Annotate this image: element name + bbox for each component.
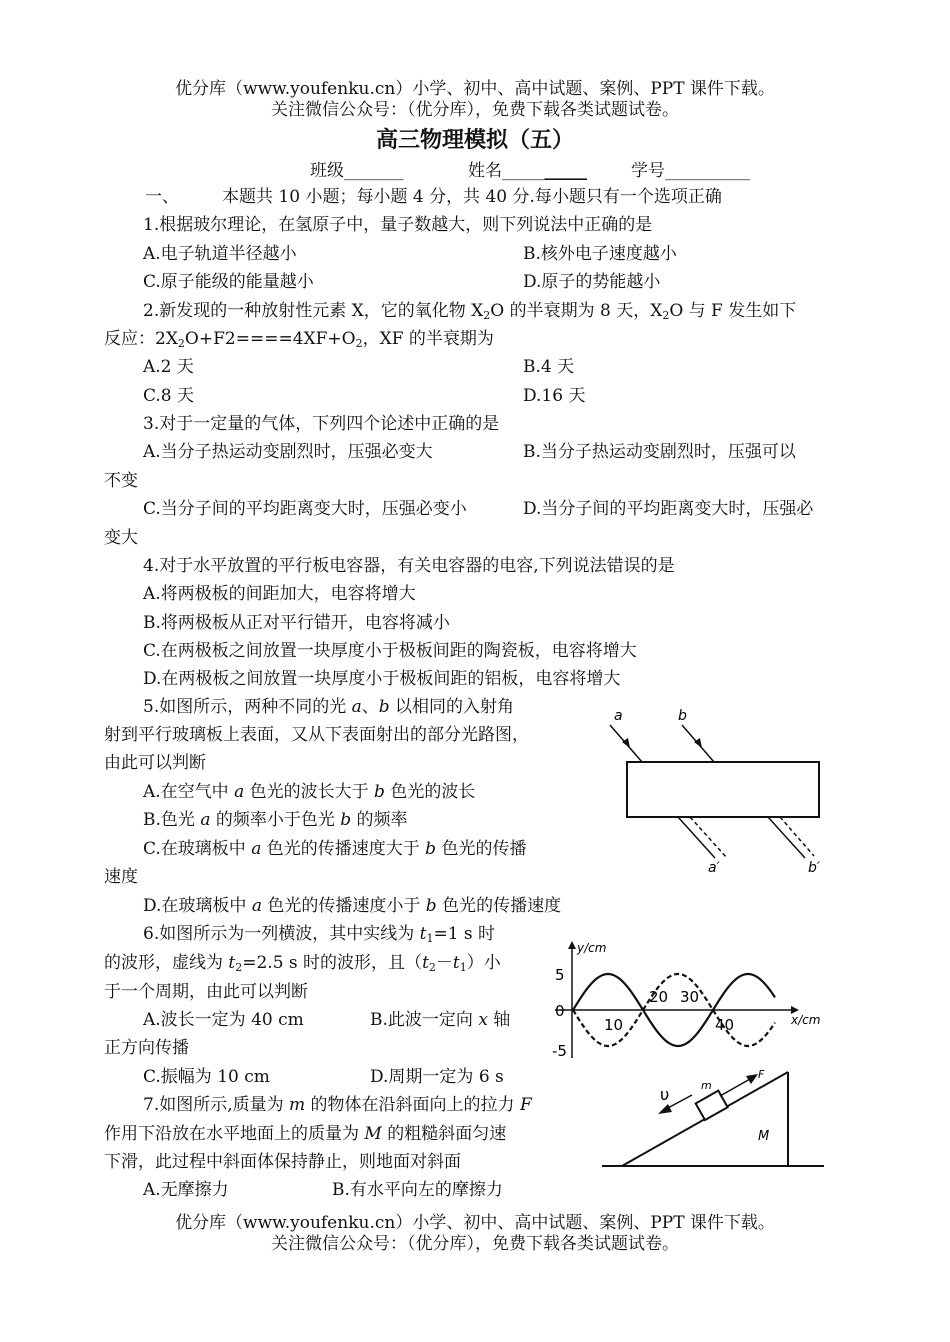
q6-wave-figure: [545, 938, 830, 1066]
q6-option-a: A.波长一定为 40 cm: [143, 1010, 304, 1030]
q5-option-c: C.在玻璃板中 a 色光的传播速度大于 b 色光的传播: [143, 839, 527, 859]
x-axis-label: x/cm: [791, 1013, 821, 1027]
q6-stem: 6.如图所示为一列横波，其中实线为 $t_1=1$ s 时: [143, 924, 496, 945]
tick-x-30: 30: [680, 988, 700, 1006]
q6-option-d: D.周期一定为 6 s: [370, 1067, 504, 1087]
q4-option-d: D.在两极板之间放置一块厚度小于极板间距的铝板，电容将增大: [143, 669, 621, 689]
header-line-2: 关注微信公众号：（优分库），免费下载各类试题试卷。: [271, 100, 679, 120]
label-f: F: [758, 1068, 765, 1081]
q4-option-a: A.将两极板的间距加大，电容将增大: [143, 584, 416, 604]
section-number: 一、: [145, 187, 179, 207]
q4-option-b: B.将两极板从正对平行错开，电容将减小: [143, 613, 450, 633]
tick-x-40: 40: [715, 1016, 735, 1034]
q5-option-c-cont: 速度: [104, 867, 138, 887]
label-v: υ: [660, 1085, 670, 1104]
velocity-arrowhead: [658, 1104, 672, 1114]
q7-incline-figure: [600, 1062, 828, 1174]
q1-option-b: B.核外电子速度越小: [523, 244, 677, 264]
q3-option-d-cont: 变大: [104, 528, 138, 548]
q7-stem-line-2: 作用下沿放在水平地面上的质量为 M 的粗糙斜面匀速: [104, 1124, 507, 1144]
velocity-arrow: [666, 1095, 692, 1109]
q6-stem-line-3: 于一个周期，由此可以判断: [104, 982, 308, 1002]
q5-option-d: D.在玻璃板中 a 色光的传播速度小于 b 色光的传播速度: [143, 896, 562, 916]
q7-stem-line-3: 下滑，此过程中斜面体保持静止，则地面对斜面: [104, 1152, 461, 1172]
q2-option-c: C.8 天: [143, 386, 195, 406]
class-field: 班级_______: [310, 161, 404, 181]
label-m: m: [701, 1079, 712, 1092]
ray-b-solid-out: [768, 817, 805, 858]
q3-option-a: A.当分子热运动变剧烈时，压强必变大: [143, 442, 433, 462]
q3-option-d: D.当分子间的平均距离变大时，压强必: [523, 499, 814, 519]
q2-stem: 2.新发现的一种放射性元素 X，它的氧化物 $X_2O$ 的半衰期为 8 天，$X_2O$ 与 F 发生如下: [143, 301, 797, 322]
label-b: b: [678, 708, 687, 724]
q1-option-a: A.电子轨道半径越小: [143, 244, 297, 264]
label-a: a: [614, 708, 623, 724]
force-f-arrowhead: [746, 1074, 758, 1084]
tick-y-5: 5: [555, 966, 565, 984]
number-field: 学号__________: [631, 161, 750, 181]
q1-stem: 1.根据玻尔理论，在氢原子中，量子数越大，则下列说法中正确的是: [143, 215, 653, 235]
q2-option-d: D.16 天: [523, 386, 586, 406]
y-axis-label: y/cm: [577, 941, 607, 955]
q5-option-a: A.在空气中 a 色光的波长大于 b 色光的波长: [143, 782, 476, 802]
header-line-1: 优分库（www.youfenku.cn）小学、初中、高中试题、案例、PPT 课件下载。: [175, 79, 775, 99]
q5-stem: 5.如图所示，两种不同的光 a、b 以相同的入射角: [143, 697, 515, 717]
name-field: 姓名__________: [468, 161, 587, 181]
q6-stem-line-2: 的波形，虚线为 $t_2=2.5$ s 时的波形，且$(t_2-t_1)$小: [104, 953, 501, 974]
q7-option-b: B.有水平向左的摩擦力: [332, 1180, 503, 1200]
q4-option-c: C.在两极板之间放置一块厚度小于极板间距的陶瓷板，电容将增大: [143, 641, 637, 661]
tick-x-20: 20: [649, 988, 669, 1006]
label-big-m: M: [758, 1129, 770, 1144]
q3-option-b-cont: 不变: [104, 471, 138, 491]
force-f-arrow: [720, 1079, 750, 1096]
q3-option-c: C.当分子间的平均距离变大时，压强必变小: [143, 499, 467, 519]
tick-y-0: 0: [555, 1002, 565, 1020]
q2-option-b: B.4 天: [523, 357, 575, 377]
label-b-prime: b′: [808, 860, 821, 876]
q6-option-b: B.此波一定向 x 轴: [370, 1010, 511, 1030]
q6-option-b-cont: 正方向传播: [104, 1038, 189, 1058]
q2-stem-cont: 反应：$2X_2O+F2====4XF+O_2$，XF 的半衰期为: [104, 329, 494, 350]
glass-plate: [627, 762, 819, 817]
footer-line-1: 优分库（www.youfenku.cn）小学、初中、高中试题、案例、PPT 课件下载。: [175, 1213, 775, 1233]
q5-stem-line-3: 由此可以判断: [104, 753, 206, 773]
q2-option-a: A.2 天: [143, 357, 194, 377]
q7-option-a: A.无摩擦力: [143, 1180, 229, 1200]
y-axis-arrow: [568, 941, 576, 949]
q5-stem-line-2: 射到平行玻璃板上表面，又从下表面射出的部分光路图，: [104, 725, 529, 745]
q3-stem: 3.对于一定量的气体，下列四个论述中正确的是: [143, 414, 500, 434]
section-instructions: 本题共 10 小题；每小题 4 分，共 40 分.每小题只有一个选项正确: [222, 187, 722, 207]
label-a-prime: a′: [708, 860, 720, 876]
q1-option-d: D.原子的势能越小: [523, 272, 661, 292]
q5-option-b: B.色光 a 的频率小于色光 b 的频率: [143, 810, 408, 830]
q3-option-b: B.当分子热运动变剧烈时，压强可以: [523, 442, 796, 462]
q4-stem: 4.对于水平放置的平行板电容器，有关电容器的电容,下列说法错误的是: [143, 556, 675, 576]
q7-stem: 7.如图所示,质量为 m 的物体在沿斜面向上的拉力 F: [143, 1095, 532, 1115]
page-title: 高三物理模拟（五）: [375, 127, 574, 153]
footer-line-2: 关注微信公众号：（优分库），免费下载各类试题试卷。: [271, 1234, 679, 1254]
tick-y-neg5: -5: [552, 1042, 567, 1060]
q5-glass-plate-figure: [600, 700, 840, 880]
q6-option-c: C.振幅为 10 cm: [143, 1067, 270, 1087]
q1-option-c: C.原子能级的能量越小: [143, 272, 314, 292]
tick-x-10: 10: [604, 1016, 624, 1034]
